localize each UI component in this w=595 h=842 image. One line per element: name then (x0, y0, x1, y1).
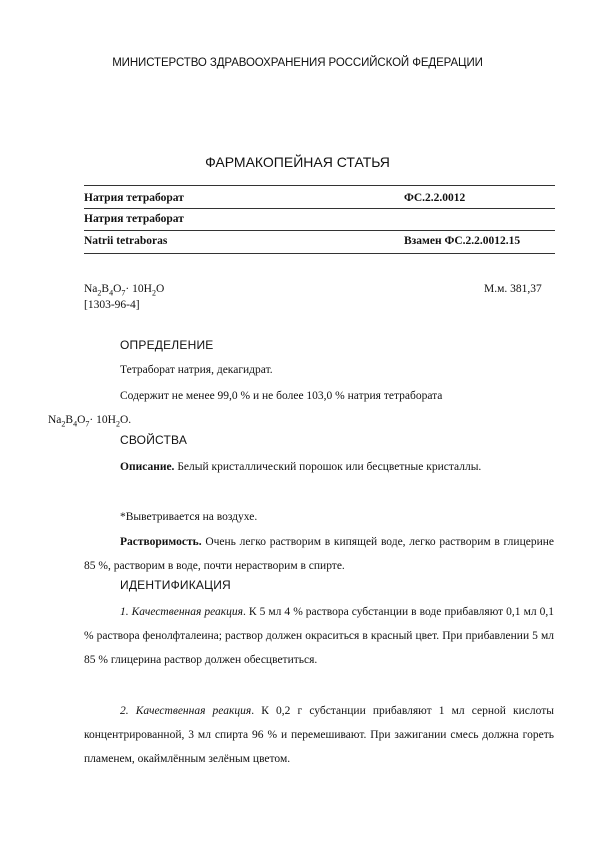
reaction-2-paragraph: 2. Качественная реакция. К 0,2 г субстанции прибавляют 1 мл серной кислоты концентрированной, 3 мл спирта 96 % и перемешивают. При зажигании смесь должна гореть пламенем, окаймлённым зелёным цветом. (84, 705, 554, 765)
divider (84, 208, 555, 209)
section-heading-identification: ИДЕНТИФИКАЦИЯ (120, 578, 231, 592)
document-title: ФАРМАКОПЕЙНАЯ СТАТЬЯ (205, 154, 390, 170)
cas-number: [1303-96-4] (84, 299, 140, 311)
formula-inline: $Na_2B_4O_7\cdot 10H_2O$. (48, 414, 132, 429)
substance-name-ru-2: Натрия тетраборат (84, 213, 184, 225)
divider (84, 230, 555, 231)
definition-text: Тетраборат натрия, декагидрат. (120, 364, 273, 376)
substance-name-latin: Natrii tetraboras (84, 235, 168, 247)
section-heading-properties: СВОЙСТВА (120, 433, 188, 447)
solubility-paragraph: Растворимость. Очень легко растворим в кипящей воде, легко растворим в глицерине 85 %, растворим в воде, почти нерастворим в спирте. (84, 536, 554, 572)
replaces-code: Взамен ФС.2.2.0012.15 (404, 235, 521, 247)
monograph-code: ФС.2.2.0012 (404, 192, 466, 204)
content-text: Содержит не менее 99,0 % и не более 103,0 % натрия тетрабората $Na_2B_4O_7\cdot 10H_2O$. (84, 384, 554, 436)
description-paragraph: Описание. Белый кристаллический порошок или бесцветные кристаллы. (120, 461, 482, 473)
substance-name-ru: Натрия тетраборат (84, 192, 184, 204)
section-heading-definition: ОПРЕДЕЛЕНИЕ (120, 338, 214, 352)
molar-mass: М.м. 381,37 (484, 283, 542, 295)
weathering-text: *Выветривается на воздухе. (120, 511, 258, 523)
chemical-formula: $Na_2B_4O_7\cdot 10H_2O$ (84, 283, 165, 298)
divider-bottom (84, 253, 555, 254)
reaction-1-paragraph: 1. Качественная реакция. К 5 мл 4 % раствора субстанции в воде прибавляют 0,1 мл 0,1 % раствора фенолфталеина; раствор должен окраситься в красный цвет. При прибавлении 5 мл 85 % глицерина раствор должен обесцветиться. (84, 606, 554, 666)
divider-top (84, 185, 555, 186)
ministry-header: МИНИСТЕРСТВО ЗДРАВООХРАНЕНИЯ РОССИЙСКОЙ ФЕДЕРАЦИИ (112, 57, 483, 69)
